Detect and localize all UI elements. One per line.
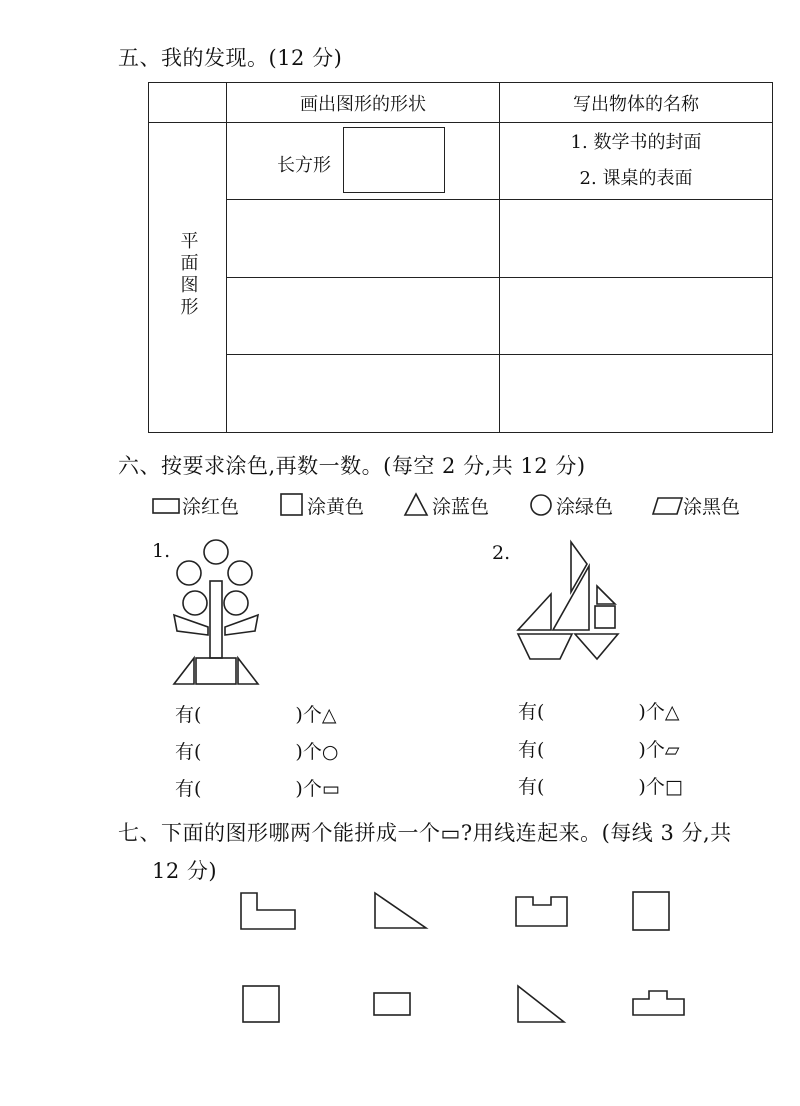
circle-symbol: ○ [321, 741, 339, 763]
legend-square-text: 涂黄色 [307, 496, 365, 518]
flower-circle-left [177, 561, 201, 585]
legend-triangle-icon [404, 493, 430, 517]
flower-pot-rectangle [196, 658, 236, 684]
piece-right-triangle-2[interactable] [517, 985, 567, 1025]
piece-small-rectangle[interactable] [373, 992, 413, 1018]
example-item-2: 2. 课桌的表面 [579, 168, 693, 189]
fig1-row1 [175, 700, 336, 727]
draw-cell-3[interactable] [227, 278, 500, 355]
fig2-row3 [518, 772, 683, 799]
piece-square-1[interactable] [632, 891, 672, 933]
have-label: 有( [518, 739, 545, 761]
draw-cell-2[interactable] [227, 200, 500, 278]
figure2-boat-drawing[interactable] [515, 538, 623, 663]
count-unit: )个 [295, 704, 322, 726]
boat-hull-triangle [575, 634, 618, 659]
figure1-number: 1. [152, 540, 171, 562]
legend-rectangle-icon [152, 495, 182, 517]
boat-small-triangle [597, 586, 615, 604]
piece-square-2[interactable] [242, 985, 282, 1025]
example-shape-label: 长方形 [277, 155, 331, 176]
header-object-name: 写出物体的名称 [500, 83, 773, 123]
count-unit: )个 [638, 776, 665, 798]
flower-base-triangle-right [238, 658, 258, 684]
flower-stem-rectangle [210, 581, 222, 658]
section7-title-cont: 12 分) [152, 859, 218, 883]
count-unit: )个 [638, 701, 665, 723]
fig2-row2 [518, 735, 679, 762]
row-label-plane-shapes: 平面图形 [177, 231, 199, 319]
rectangle-symbol: ▭ [321, 778, 340, 800]
parallelogram-symbol: ▱ [664, 739, 680, 761]
section6-title: 六、按要求涂色,再数一数。(每空 2 分,共 12 分) [118, 454, 586, 478]
example-rectangle-drawing [343, 127, 445, 193]
legend-circle-text: 涂绿色 [556, 496, 614, 518]
have-label: 有( [175, 778, 202, 800]
legend-triangle-text: 涂蓝色 [432, 496, 490, 518]
triangle-symbol: △ [664, 701, 680, 723]
boat-hull-parallelogram [518, 634, 572, 659]
fig1-row2 [175, 737, 338, 764]
row-label-cell [149, 123, 227, 433]
square-symbol: □ [664, 776, 683, 798]
flower-circle-lower-right [224, 591, 248, 615]
legend-rectangle-text: 涂红色 [182, 496, 240, 518]
boat-sail-left-triangle [518, 594, 551, 630]
discovery-table [148, 82, 773, 433]
example-item-1: 1. 数学书的封面 [570, 132, 702, 153]
legend-parallelogram-text: 涂黑色 [683, 496, 741, 518]
triangle-symbol: △ [321, 704, 337, 726]
flower-circle-right [228, 561, 252, 585]
piece-notched-rectangle[interactable] [515, 896, 569, 928]
flower-circle-lower-left [183, 591, 207, 615]
count-unit: )个 [295, 741, 322, 763]
piece-t-shape[interactable] [632, 990, 686, 1018]
count-unit: )个 [638, 739, 665, 761]
fig2-row1 [518, 697, 679, 724]
figure2-number: 2. [492, 542, 511, 564]
piece-right-triangle-1[interactable] [374, 892, 428, 932]
name-cell-3[interactable] [500, 278, 773, 355]
name-cell-4[interactable] [500, 355, 773, 433]
flower-base-triangle-left [174, 658, 194, 684]
boat-small-square [595, 606, 615, 628]
flower-leaf-right [225, 615, 258, 635]
fig1-row3 [175, 774, 340, 801]
have-label: 有( [175, 704, 202, 726]
flower-circle-top [204, 540, 228, 564]
section7-title: 七、下面的图形哪两个能拼成一个▭?用线连起来。(每线 3 分,共 [118, 821, 732, 845]
legend-parallelogram-icon [652, 495, 684, 517]
section5-title: 五、我的发现。(12 分) [118, 46, 343, 70]
example-shape-cell [227, 123, 500, 200]
have-label: 有( [175, 741, 202, 763]
table-corner-cell [149, 83, 227, 123]
have-label: 有( [518, 776, 545, 798]
example-names-cell [500, 123, 773, 200]
legend-circle-icon [529, 493, 555, 517]
header-draw-shape: 画出图形的形状 [227, 83, 500, 123]
piece-l-shape[interactable] [240, 892, 298, 932]
have-label: 有( [518, 701, 545, 723]
draw-cell-4[interactable] [227, 355, 500, 433]
count-unit: )个 [295, 778, 322, 800]
flower-leaf-left [174, 615, 208, 635]
legend-square-icon [280, 493, 306, 517]
figure1-flower-drawing[interactable] [170, 535, 265, 687]
name-cell-2[interactable] [500, 200, 773, 278]
